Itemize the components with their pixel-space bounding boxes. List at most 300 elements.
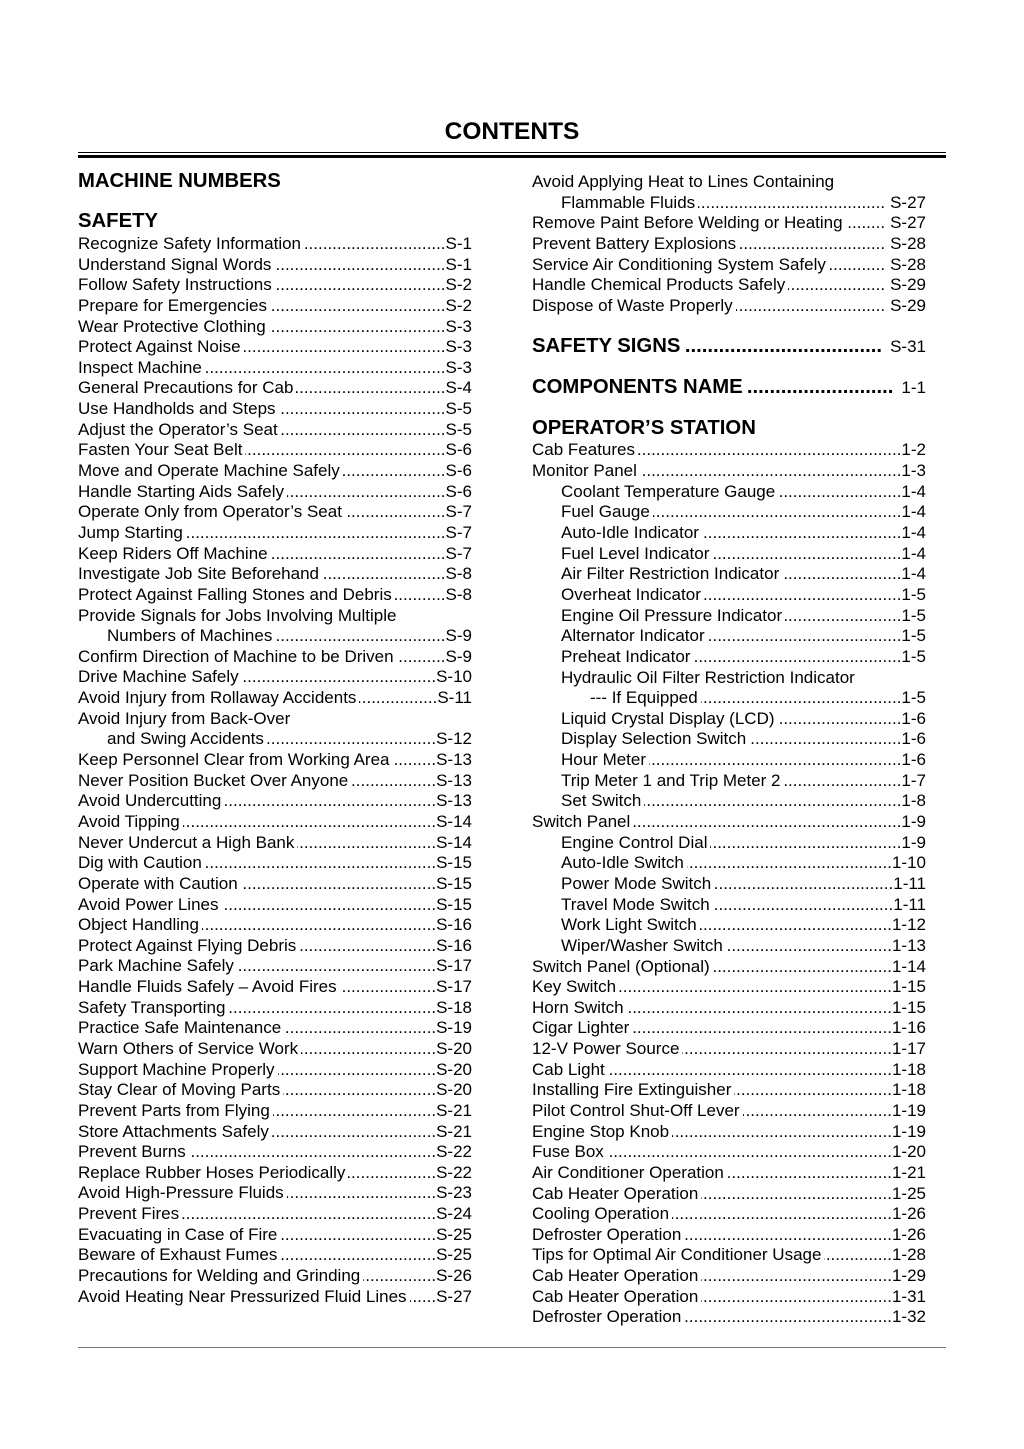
toc-entry <box>532 440 926 461</box>
page-number: 1-5 <box>901 605 926 625</box>
toc-entry-title: Confirm Direction of Machine to be Driven <box>78 646 394 666</box>
page-number: S-20 <box>436 1038 472 1058</box>
dot-leader <box>275 275 446 296</box>
dot-leader <box>778 709 902 730</box>
toc-entry-title: Handle Fluids Safely – Avoid Fires <box>78 977 337 997</box>
toc-entry-title: Avoid Tipping <box>78 811 180 831</box>
toc-entry <box>78 358 472 379</box>
page-number: S-7 <box>445 502 472 522</box>
toc-entry-title: Jump Starting <box>78 522 183 542</box>
page-number: S-2 <box>445 275 472 295</box>
toc-entry <box>78 647 472 668</box>
toc-entry-title: Prevent Fires <box>78 1204 180 1224</box>
dot-leader <box>672 1204 892 1225</box>
toc-subentry <box>532 585 926 606</box>
toc-entry-title: Engine Stop Knob <box>532 1121 670 1141</box>
dot-leader <box>275 626 445 647</box>
toc-entry-title: Keep Personnel Clear from Working Area <box>78 750 390 770</box>
page-number: S-13 <box>436 750 472 770</box>
page-number: S-3 <box>445 337 472 357</box>
toc-entry-title: Warn Others of Service Work <box>78 1038 299 1058</box>
toc-entry <box>78 255 472 276</box>
page-number: S-9 <box>445 626 472 646</box>
toc-entry-title-continued: Flammable Fluids <box>561 192 696 212</box>
page-number: S-27 <box>890 192 926 212</box>
page-number: S-27 <box>890 213 926 233</box>
page-number: S-14 <box>436 832 472 852</box>
toc-entry-title: Prevent Parts from Flying <box>78 1100 270 1120</box>
toc-entry-title: Engine Oil Pressure Indicator <box>561 605 783 625</box>
toc-subentry <box>532 544 926 565</box>
dot-leader <box>348 1163 436 1184</box>
page-number: S-18 <box>436 997 472 1017</box>
page-number: S-29 <box>890 275 926 295</box>
toc-heading-title: COMPONENTS NAME <box>532 376 743 399</box>
dot-leader <box>397 647 446 668</box>
page-number: 1-13 <box>891 935 926 955</box>
toc-entry <box>78 440 472 461</box>
page-number: 1-29 <box>891 1266 926 1286</box>
dot-leader <box>340 977 436 998</box>
right-column <box>532 172 926 1328</box>
toc-entry <box>78 1142 472 1163</box>
page-number: 1-25 <box>891 1183 926 1203</box>
toc-entry-title: Precautions for Welding and Grinding <box>78 1266 361 1286</box>
page-number: S-20 <box>436 1080 472 1100</box>
toc-entry-title: Avoid Injury from Rollaway Accidents <box>78 688 357 708</box>
dot-leader <box>222 895 437 916</box>
toc-entry <box>78 833 472 854</box>
page-number: 1-4 <box>901 481 926 501</box>
toc-entry <box>532 1101 926 1122</box>
page-number: 1-15 <box>891 997 926 1017</box>
dot-leader <box>701 1266 892 1287</box>
page-number: S-6 <box>445 440 472 460</box>
dot-leader <box>682 1039 892 1060</box>
toc-entry <box>78 1163 472 1184</box>
dot-leader <box>672 1122 892 1143</box>
dot-leader <box>824 1245 892 1266</box>
toc-entry <box>532 1225 926 1246</box>
page-number: S-3 <box>445 357 472 377</box>
dot-leader <box>287 1183 436 1204</box>
toc-entry-title: Cab Heater Operation <box>532 1286 699 1306</box>
toc-entry-title: Monitor Panel <box>532 461 637 481</box>
dot-leader <box>633 812 901 833</box>
dot-leader <box>653 502 902 523</box>
page-number: 1-4 <box>901 523 926 543</box>
dot-leader <box>748 375 894 399</box>
toc-entry-title: Support Machine Properly <box>78 1059 275 1079</box>
toc-entry-title: Move and Operate Machine Safely <box>78 461 340 481</box>
page-number: 1-19 <box>891 1121 926 1141</box>
toc-entry <box>532 213 926 234</box>
toc-entry <box>532 1287 926 1308</box>
toc-entry <box>78 688 472 709</box>
dot-leader <box>684 1307 892 1328</box>
toc-entry <box>78 1204 472 1225</box>
page-number: 1-7 <box>901 770 926 790</box>
page-number: 1-18 <box>891 1059 926 1079</box>
toc-entry-title: Liquid Crystal Display (LCD) <box>561 708 775 728</box>
toc-subentry <box>532 606 926 627</box>
toc-entry <box>78 667 472 688</box>
toc-entry <box>78 544 472 565</box>
toc-entry-title: Engine Control Dial <box>561 832 708 852</box>
dot-leader <box>283 1080 436 1101</box>
dot-leader <box>713 895 894 916</box>
dot-leader <box>410 1287 437 1308</box>
toc-entry <box>78 936 472 957</box>
toc-entry-title: Dig with Caution <box>78 853 202 873</box>
operators-station-toc-list <box>532 440 926 1328</box>
page-number: 1-21 <box>891 1162 926 1182</box>
toc-entry <box>78 399 472 420</box>
toc-entry-title: Cab Heater Operation <box>532 1183 699 1203</box>
toc-entry-title: Dispose of Waste Properly <box>532 295 733 315</box>
toc-subentry <box>532 647 926 668</box>
toc-entry-title: Fuel Gauge <box>561 502 650 522</box>
toc-entry-title: Evacuating in Case of Fire <box>78 1224 278 1244</box>
page-number: S-21 <box>436 1100 472 1120</box>
page-number: S-25 <box>436 1224 472 1244</box>
page-number: S-27 <box>436 1286 472 1306</box>
page-number: 1-8 <box>901 791 926 811</box>
toc-entry <box>78 1287 472 1308</box>
dot-leader <box>280 1245 436 1266</box>
dot-leader <box>698 193 885 214</box>
toc-entry <box>78 791 472 812</box>
page-number: S-8 <box>445 564 472 584</box>
toc-subentry <box>532 874 926 895</box>
dot-leader <box>704 585 902 606</box>
dot-leader <box>363 1266 436 1287</box>
page-number: S-20 <box>436 1059 472 1079</box>
dot-leader <box>202 915 436 936</box>
toc-entry-title: Prevent Burns <box>78 1142 186 1162</box>
toc-entry-title: Safety Transporting <box>78 997 226 1017</box>
toc-entry-title: Avoid Undercutting <box>78 791 222 811</box>
page-number: S-7 <box>445 543 472 563</box>
toc-entry-title: Protect Against Falling Stones and Debris <box>78 584 392 604</box>
page-number: S-15 <box>436 853 472 873</box>
toc-entry <box>78 585 472 606</box>
toc-entry-title: Fuse Box <box>532 1142 604 1162</box>
toc-entry-title: Never Position Bucket Over Anyone <box>78 770 349 790</box>
dot-leader <box>713 957 892 978</box>
page-number: 1-26 <box>891 1224 926 1244</box>
toc-heading-components-name <box>532 375 926 399</box>
toc-subentry <box>532 626 926 647</box>
toc-entry-title: Avoid Injury from Back-Over <box>78 708 291 728</box>
page-number: S-16 <box>436 915 472 935</box>
toc-entry-title: Park Machine Safely <box>78 956 234 976</box>
toc-subentry <box>532 936 926 957</box>
page-number: 1-5 <box>901 646 926 666</box>
toc-entry <box>78 771 472 792</box>
page-number: 1-16 <box>891 1018 926 1038</box>
dot-leader <box>846 213 886 234</box>
dot-leader <box>244 337 446 358</box>
toc-entry-title: Understand Signal Words <box>78 254 272 274</box>
toc-entry <box>532 1307 926 1328</box>
page-number: S-6 <box>445 481 472 501</box>
page-number: S-29 <box>890 295 926 315</box>
dot-leader <box>684 1225 892 1246</box>
page-number: 1-32 <box>891 1307 926 1327</box>
dot-leader <box>785 606 901 627</box>
dot-leader <box>788 275 885 296</box>
toc-entry <box>78 1122 472 1143</box>
toc-entry <box>78 709 472 730</box>
toc-entry-title: Fasten Your Seat Belt <box>78 440 243 460</box>
dot-leader <box>224 791 436 812</box>
toc-entry <box>78 317 472 338</box>
toc-entry-title: Store Attachments Safely <box>78 1121 269 1141</box>
toc-entry <box>78 337 472 358</box>
toc-subentry <box>532 502 926 523</box>
toc-subentry <box>532 564 926 585</box>
toc-entry-title: Avoid High-Pressure Fluids <box>78 1183 284 1203</box>
toc-entry-title: Avoid Heating Near Pressurized Fluid Lines <box>78 1286 407 1306</box>
page-number: 1-4 <box>901 543 926 563</box>
toc-entry-title: Overheat Indicator <box>561 584 701 604</box>
toc-entry <box>532 1163 926 1184</box>
dot-leader <box>284 1018 436 1039</box>
toc-entry <box>78 523 472 544</box>
toc-subentry <box>532 729 926 750</box>
toc-entry-title: Investigate Job Site Beforehand <box>78 564 319 584</box>
toc-entry-title: Drive Machine Safely <box>78 667 239 687</box>
page-number: S-7 <box>445 522 472 542</box>
toc-entry <box>532 461 926 482</box>
dot-leader <box>701 688 902 709</box>
page-number: 1-6 <box>901 750 926 770</box>
dot-leader <box>279 399 446 420</box>
toc-entry-title: Cab Light <box>532 1059 605 1079</box>
dot-leader <box>749 729 901 750</box>
page-number: 1-14 <box>891 956 926 976</box>
bottom-divider <box>78 1347 946 1348</box>
dot-leader <box>270 296 446 317</box>
page-number: S-1 <box>445 234 472 253</box>
toc-subentry <box>532 523 926 544</box>
toc-entry <box>78 420 472 441</box>
toc-entry-title: Keep Riders Off Machine <box>78 543 268 563</box>
dot-leader <box>183 812 436 833</box>
toc-entry-title: Power Mode Switch <box>561 873 712 893</box>
toc-entry <box>532 1039 926 1060</box>
toc-entry <box>78 915 472 936</box>
toc-entry-title: Fuel Level Indicator <box>561 543 710 563</box>
toc-entry-continuation <box>532 193 926 214</box>
page-number: S-12 <box>436 729 472 749</box>
toc-entry <box>78 234 472 255</box>
page-number: S-16 <box>436 935 472 955</box>
page-number: S-17 <box>436 977 472 997</box>
toc-entry-title: Operate Only from Operator’s Seat <box>78 502 342 522</box>
dot-leader <box>734 1080 892 1101</box>
dot-leader <box>608 1060 892 1081</box>
toc-entry <box>532 296 926 317</box>
toc-entry <box>532 1266 926 1287</box>
page-number: 1-5 <box>901 584 926 604</box>
toc-entry <box>78 378 472 399</box>
dot-leader <box>687 853 892 874</box>
toc-entry-title: Hour Meter <box>561 750 647 770</box>
toc-entry <box>78 296 472 317</box>
dot-leader <box>322 564 446 585</box>
dot-leader <box>228 998 436 1019</box>
dot-leader <box>273 1101 436 1122</box>
dot-leader <box>287 482 446 503</box>
dot-leader <box>281 420 446 441</box>
page-number: 1-19 <box>891 1100 926 1120</box>
toc-entry <box>78 1060 472 1081</box>
page-number: S-9 <box>445 646 472 666</box>
page-number: S-26 <box>436 1266 472 1286</box>
page-number: S-4 <box>445 378 472 398</box>
dot-leader <box>274 255 445 276</box>
toc-entry-title: Auto-Idle Switch <box>561 853 684 873</box>
toc-entry-title: General Precautions for Cab <box>78 378 294 398</box>
page-number: 1-3 <box>901 461 926 481</box>
toc-entry <box>78 275 472 296</box>
section-heading-safety: SAFETY <box>78 210 159 232</box>
toc-entry-title: Prepare for Emergencies <box>78 295 267 315</box>
toc-entry-title: Alternator Indicator <box>561 626 705 646</box>
toc-entry-title: Installing Fire Extinguisher <box>532 1080 732 1100</box>
dot-leader <box>189 1142 436 1163</box>
page-number: S-21 <box>436 1121 472 1141</box>
dot-leader <box>299 936 436 957</box>
dot-leader <box>607 1142 892 1163</box>
dot-leader <box>241 874 436 895</box>
dot-leader <box>242 667 436 688</box>
dot-leader <box>632 1018 892 1039</box>
toc-entry-title: Never Undercut a High Bank <box>78 832 295 852</box>
toc-entry-title-continued: --- If Equipped <box>590 688 698 708</box>
dot-leader <box>296 378 445 399</box>
toc-entry <box>532 812 926 833</box>
toc-entry-title: Object Handling <box>78 915 199 935</box>
toc-entry <box>78 895 472 916</box>
toc-entry-title: Replace Rubber Hoses Periodically <box>78 1162 346 1182</box>
page-number: S-3 <box>445 316 472 336</box>
toc-entry-title: Travel Mode Switch <box>561 894 710 914</box>
page-number: S-5 <box>445 399 472 419</box>
toc-entry-title: Recognize Safety Information <box>78 234 302 253</box>
dot-leader <box>644 791 901 812</box>
dot-leader <box>627 998 892 1019</box>
dot-leader <box>727 1163 892 1184</box>
dot-leader <box>267 729 436 750</box>
page-number: 1-2 <box>901 440 926 460</box>
dot-leader <box>272 1122 436 1143</box>
dot-leader <box>736 296 885 317</box>
page-number: S-13 <box>436 770 472 790</box>
dot-leader <box>685 334 882 358</box>
toc-entry-title: Preheat Indicator <box>561 646 691 666</box>
toc-entry <box>532 1080 926 1101</box>
toc-entry-title: Adjust the Operator’s Seat <box>78 419 278 439</box>
toc-entry <box>532 255 926 276</box>
dot-leader <box>712 544 901 565</box>
toc-entry-title: Prevent Battery Explosions <box>532 233 737 253</box>
dot-leader <box>702 523 901 544</box>
toc-entry-title: Protect Against Noise <box>78 337 241 357</box>
page-number: S-2 <box>445 295 472 315</box>
toc-entry <box>532 957 926 978</box>
dot-leader <box>205 853 436 874</box>
page-number: S-10 <box>436 667 472 687</box>
page-number: 1-5 <box>901 688 926 708</box>
page-number: 1-9 <box>901 812 926 832</box>
page-number: S-23 <box>436 1183 472 1203</box>
toc-entry-title: Beware of Exhaust Fumes <box>78 1245 278 1265</box>
section-heading-machine-numbers: MACHINE NUMBERS <box>78 170 281 192</box>
page-title: CONTENTS <box>444 118 580 145</box>
page-number: S-25 <box>436 1245 472 1265</box>
toc-entry <box>78 1101 472 1122</box>
toc-entry-title: Tips for Optimal Air Conditioner Usage <box>532 1245 822 1265</box>
toc-entry <box>78 1245 472 1266</box>
dot-leader <box>708 626 902 647</box>
toc-subentry <box>532 791 926 812</box>
toc-entry-title: Handle Starting Aids Safely <box>78 481 285 501</box>
toc-subentry <box>532 771 926 792</box>
dot-leader <box>351 771 436 792</box>
page-number: S-15 <box>436 894 472 914</box>
page-number: 1-15 <box>891 977 926 997</box>
page-number: 1-5 <box>901 626 926 646</box>
toc-entry <box>78 956 472 977</box>
page-number: 1-11 <box>893 894 926 914</box>
toc-entry <box>532 1018 926 1039</box>
page-number: 1-1 <box>901 378 926 398</box>
toc-entry-title: Provide Signals for Jobs Involving Multiple <box>78 605 397 625</box>
page-number: S-22 <box>436 1162 472 1182</box>
page-number: 1-6 <box>901 708 926 728</box>
dot-leader <box>280 1225 436 1246</box>
toc-entry-title: Remove Paint Before Welding or Heating <box>532 213 843 233</box>
page-number: S-31 <box>890 337 926 357</box>
toc-entry-title: Practice Safe Maintenance <box>78 1018 282 1038</box>
toc-entry-title-continued: Numbers of Machines <box>107 626 273 646</box>
toc-heading-safety-signs <box>532 334 926 358</box>
dot-leader <box>778 482 901 503</box>
toc-entry <box>78 1225 472 1246</box>
page-number: S-5 <box>445 419 472 439</box>
left-column <box>78 169 472 1307</box>
toc-entry-title: Protect Against Flying Debris <box>78 935 297 955</box>
page-number: S-11 <box>437 688 472 708</box>
page-number: 1-20 <box>891 1142 926 1162</box>
dot-leader <box>395 585 446 606</box>
page-number: S-6 <box>445 461 472 481</box>
dot-leader <box>829 255 885 276</box>
dot-leader <box>700 915 892 936</box>
page-number: 1-10 <box>891 853 926 873</box>
dot-leader <box>297 833 436 854</box>
toc-entry-title: Cab Features <box>532 440 635 460</box>
toc-entry-title: Key Switch <box>532 977 617 997</box>
toc-entry-title: Wear Protective Clothing <box>78 316 266 336</box>
dot-leader <box>182 1204 436 1225</box>
toc-entry <box>78 461 472 482</box>
toc-entry <box>78 502 472 523</box>
toc-entry <box>532 998 926 1019</box>
